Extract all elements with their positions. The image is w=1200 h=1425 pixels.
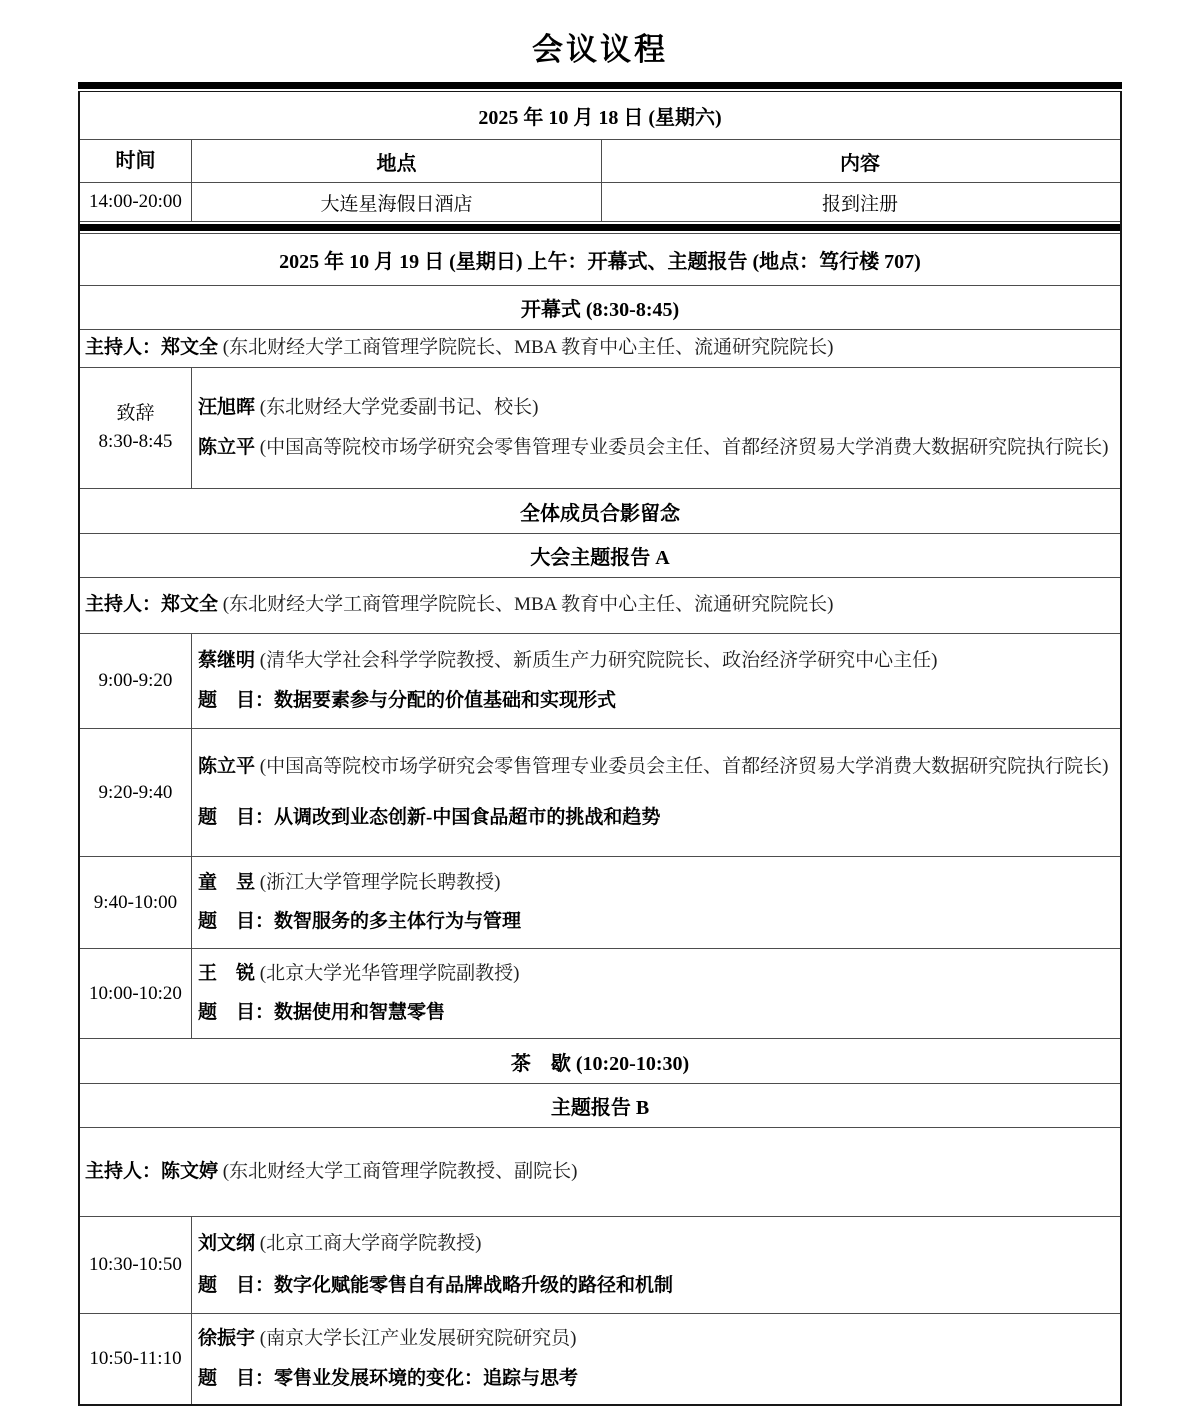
session-b-host-row bbox=[80, 1128, 1120, 1217]
speaker-desc: (中国高等院校市场学研究会零售管理专业委员会主任、首都经济贸易大学消费大数据研究院执行院长) bbox=[259, 437, 1109, 458]
table-body bbox=[78, 91, 1122, 1406]
day1-date-row bbox=[80, 92, 1120, 140]
topic-text: 数字化赋能零售自有品牌战略升级的路径和机制 bbox=[274, 1274, 674, 1296]
talk-row bbox=[80, 1217, 1120, 1314]
talk-time: 10:00-10:20 bbox=[80, 949, 192, 1038]
talk-content bbox=[192, 857, 1120, 948]
speech-content bbox=[192, 368, 1120, 488]
speaker-desc: (南京大学长江产业发展研究院研究员) bbox=[259, 1328, 577, 1350]
speaker-name: 徐振宇 bbox=[198, 1328, 256, 1350]
talk-speaker bbox=[198, 749, 1110, 785]
talk-speaker bbox=[198, 1321, 1110, 1357]
col-header-content: 内容 bbox=[840, 152, 880, 175]
talk-topic bbox=[198, 683, 1110, 719]
talk-topic bbox=[198, 800, 1110, 836]
speaker-desc: (浙江大学管理学院长聘教授) bbox=[259, 871, 501, 893]
speaker-name: 蔡继明 bbox=[198, 649, 256, 671]
talk-topic bbox=[198, 1361, 1110, 1397]
opening-title-row bbox=[80, 286, 1120, 330]
session-b-title-row bbox=[80, 1084, 1120, 1128]
registration-content: 报到注册 bbox=[821, 193, 898, 215]
talk-speaker bbox=[198, 1226, 1110, 1262]
talk-time: 9:20-9:40 bbox=[80, 729, 192, 856]
day2-date: 2025 年 10 月 19 日 (星期日) 上午：开幕式、主题报告 (地点：笃行楼 707) bbox=[279, 251, 921, 273]
day2-date-row bbox=[80, 234, 1120, 286]
speaker-desc: (东北财经大学党委副书记、校长) bbox=[259, 397, 539, 419]
speech-speaker-2 bbox=[198, 428, 1110, 468]
header-row bbox=[80, 140, 1120, 183]
registration-place: 大连星海假日酒店 bbox=[192, 183, 602, 221]
talk-row bbox=[80, 729, 1120, 857]
tea-break: 茶 歇 (10:20-10:30) bbox=[510, 1052, 690, 1075]
speaker-desc: (清华大学社会科学学院教授、新质生产力研究院院长、政治经济学研究中心主任) bbox=[259, 649, 938, 671]
group-photo-row bbox=[80, 489, 1120, 534]
session-a-host bbox=[80, 578, 1120, 633]
speaker-desc: (中国高等院校市场学研究会零售管理专业委员会主任、首都经济贸易大学消费大数据研究院执行院长) bbox=[259, 755, 1109, 777]
talk-speaker bbox=[198, 643, 1110, 679]
section-separator bbox=[80, 222, 1120, 234]
talk-content bbox=[192, 634, 1120, 728]
talk-content bbox=[192, 1217, 1120, 1313]
col-header-time: 时间 bbox=[80, 140, 192, 182]
table-top-thick-border bbox=[78, 82, 1122, 89]
col-header-place: 地点 bbox=[192, 140, 602, 182]
speaker-name: 王 锐 bbox=[198, 962, 256, 984]
speaker-name: 汪旭晖 bbox=[198, 397, 256, 419]
talk-time: 10:50-11:10 bbox=[80, 1314, 192, 1404]
talk-content bbox=[192, 729, 1120, 856]
topic-text: 数据使用和智慧零售 bbox=[274, 1001, 446, 1023]
talk-speaker bbox=[198, 956, 1110, 992]
topic-text: 数智服务的多主体行为与管理 bbox=[274, 911, 522, 933]
topic-label: 题 目： bbox=[198, 911, 275, 933]
session-a-host-row bbox=[80, 578, 1120, 634]
talk-time: 9:40-10:00 bbox=[80, 857, 192, 948]
session-a-title: 大会主题报告 A bbox=[530, 547, 670, 569]
talk-time: 9:00-9:20 bbox=[80, 634, 192, 728]
host-desc: (东北财经大学工商管理学院院长、MBA 教育中心主任、流通研究院院长) bbox=[222, 594, 834, 616]
host-desc: (东北财经大学工商管理学院教授、副院长) bbox=[222, 1160, 578, 1182]
talk-content bbox=[192, 1314, 1120, 1404]
talk-row bbox=[80, 634, 1120, 729]
speaker-name: 陈立平 bbox=[198, 437, 256, 458]
talk-time: 10:30-10:50 bbox=[80, 1217, 192, 1313]
topic-label: 题 目： bbox=[198, 1274, 275, 1296]
speaker-desc: (北京工商大学商学院教授) bbox=[259, 1233, 482, 1255]
talk-speaker bbox=[198, 865, 1110, 901]
topic-text: 数据要素参与分配的价值基础和实现形式 bbox=[274, 690, 617, 712]
speech-row bbox=[80, 368, 1120, 489]
session-b-host bbox=[80, 1128, 1120, 1216]
opening-host bbox=[80, 330, 1120, 367]
topic-text: 零售业发展环境的变化：追踪与思考 bbox=[274, 1367, 579, 1389]
registration-row bbox=[80, 183, 1120, 222]
session-a-title-row bbox=[80, 534, 1120, 578]
speech-time-cell bbox=[80, 368, 192, 488]
host-name: 主持人：郑文全 bbox=[85, 337, 219, 359]
talk-content bbox=[192, 949, 1120, 1038]
agenda-table bbox=[78, 82, 1122, 1406]
talk-row bbox=[80, 1314, 1120, 1404]
group-photo: 全体成员合影留念 bbox=[520, 502, 680, 525]
topic-text: 从调改到业态创新-中国食品超市的挑战和趋势 bbox=[274, 807, 661, 829]
talk-topic bbox=[198, 904, 1110, 940]
speaker-name: 童 昱 bbox=[198, 871, 256, 893]
talk-topic bbox=[198, 1268, 1110, 1304]
page-title: 会议议程 bbox=[532, 32, 668, 67]
talk-row bbox=[80, 857, 1120, 949]
opening-host-row bbox=[80, 330, 1120, 368]
topic-label: 题 目： bbox=[198, 1001, 275, 1023]
separator-bar bbox=[80, 224, 1120, 231]
host-name: 主持人：郑文全 bbox=[85, 594, 219, 616]
tea-break-row bbox=[80, 1039, 1120, 1084]
speech-time: 8:30-8:45 bbox=[98, 431, 173, 452]
talk-row bbox=[80, 949, 1120, 1039]
topic-label: 题 目： bbox=[198, 807, 275, 829]
speech-speaker-1 bbox=[198, 388, 1110, 428]
registration-time: 14:00-20:00 bbox=[80, 183, 192, 221]
speaker-name: 刘文纲 bbox=[198, 1233, 256, 1255]
session-b-title: 主题报告 B bbox=[550, 1097, 650, 1119]
speaker-desc: (北京大学光华管理学院副教授) bbox=[259, 962, 520, 984]
day1-date: 2025 年 10 月 18 日 (星期六) bbox=[478, 107, 722, 129]
topic-label: 题 目： bbox=[198, 1367, 275, 1389]
talk-topic bbox=[198, 995, 1110, 1031]
speech-label: 致辞 bbox=[116, 403, 155, 425]
host-desc: (东北财经大学工商管理学院院长、MBA 教育中心主任、流通研究院院长) bbox=[222, 337, 834, 359]
speaker-name: 陈立平 bbox=[198, 755, 256, 777]
topic-label: 题 目： bbox=[198, 690, 275, 712]
opening-title: 开幕式 (8:30-8:45) bbox=[520, 299, 680, 321]
host-name: 主持人：陈文婷 bbox=[85, 1160, 219, 1182]
